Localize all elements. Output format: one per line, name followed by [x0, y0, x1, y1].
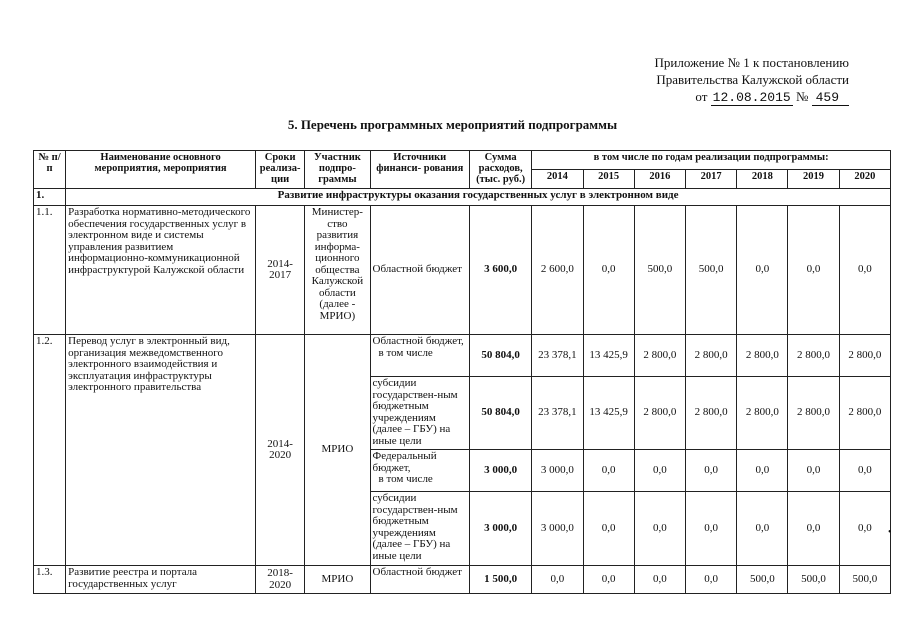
row-value: 0,0	[788, 492, 839, 566]
row-sum: 50 804,0	[469, 377, 531, 450]
row-num: 1.1.	[34, 206, 66, 335]
row-value: 2 800,0	[788, 377, 839, 450]
header-year: 2014	[532, 170, 583, 189]
row-value: 0,0	[737, 206, 788, 335]
row-value: 2 800,0	[737, 377, 788, 450]
header-sum: Сумма расходов, (тыс. руб.)	[469, 151, 531, 189]
row-value: 0,0	[634, 450, 685, 492]
header-year: 2018	[737, 170, 788, 189]
row-sum: 3 000,0	[469, 492, 531, 566]
section-title: Развитие инфраструктуры оказания государственных услуг в электронном виде	[66, 189, 891, 206]
row-participant: МРИО	[305, 335, 370, 566]
row-value: 2 800,0	[737, 335, 788, 377]
row-value: 0,0	[839, 206, 890, 335]
measures-table	[33, 150, 891, 594]
row-sum: 1 500,0	[469, 566, 531, 594]
row-value: 23 378,1	[532, 377, 583, 450]
row-value: 0,0	[839, 492, 890, 566]
row-participant: Министер-ство развития информа-ционного общества Калужской области (далее - МРИО)	[305, 206, 370, 335]
row-value: 500,0	[839, 566, 890, 594]
row-value: 2 800,0	[788, 335, 839, 377]
row-value: 0,0	[634, 566, 685, 594]
row-value: 0,0	[583, 206, 634, 335]
header-year: 2016	[634, 170, 685, 189]
header-name: Наименование основного мероприятия, мероприятия	[66, 151, 256, 189]
row-value: 0,0	[583, 566, 634, 594]
appendix-from-label: от	[695, 89, 708, 104]
row-source: Областной бюджет	[370, 566, 469, 594]
row-sum: 3 600,0	[469, 206, 531, 335]
row-num: 1.3.	[34, 566, 66, 594]
row-source: Областной бюджет	[370, 206, 469, 335]
header-year: 2015	[583, 170, 634, 189]
header-years-group: в том числе по годам реализации подпрограммы:	[532, 151, 891, 170]
row-value: 0,0	[685, 492, 736, 566]
row-value: 0,0	[685, 450, 736, 492]
row-num: 1.2.	[34, 335, 66, 566]
row-name: Развитие реестра и портала государственных услуг	[66, 566, 256, 594]
row-sum: 3 000,0	[469, 450, 531, 492]
row-source	[370, 450, 469, 492]
row-value: 2 800,0	[634, 377, 685, 450]
row-value: 0,0	[685, 566, 736, 594]
row-value: 2 800,0	[634, 335, 685, 377]
header-sources: Источники финанси- рования	[370, 151, 469, 189]
row-sum: 50 804,0	[469, 335, 531, 377]
row-period: 2014-2017	[256, 206, 305, 335]
header-year: 2017	[685, 170, 736, 189]
row-name: Разработка нормативно-методического обеспечения государственных услуг в электронном виде и системы управления развитием информационно-коммуникационной инфраструктурой Калужской области	[66, 206, 256, 335]
row-participant: МРИО	[305, 566, 370, 594]
row-value: 0,0	[583, 492, 634, 566]
appendix-number-label: №	[795, 89, 809, 104]
appendix-line-3	[655, 88, 849, 106]
row-value: 0,0	[532, 566, 583, 594]
row-source	[370, 335, 469, 377]
appendix-date: 12.08.2015	[712, 90, 791, 105]
row-value: 2 800,0	[839, 335, 890, 377]
row-value: 2 600,0	[532, 206, 583, 335]
margin-dot: •	[888, 527, 892, 538]
row-value: 13 425,9	[583, 335, 634, 377]
table-row	[34, 206, 891, 335]
row-period: 2014-2020	[256, 335, 305, 566]
row-source: субсидии государствен-ным бюджетным учреждениям (далее – ГБУ) на иные цели	[370, 377, 469, 450]
table-row	[34, 335, 891, 377]
row-value: 3 000,0	[532, 492, 583, 566]
header-row-1	[34, 151, 891, 170]
appendix-block	[655, 54, 849, 106]
row-value: 2 800,0	[839, 377, 890, 450]
row-value: 13 425,9	[583, 377, 634, 450]
row-source-note: в том числе	[378, 473, 433, 485]
header-year: 2020	[839, 170, 890, 189]
row-value: 2 800,0	[685, 335, 736, 377]
row-source-text: Областной бюджет,	[372, 335, 464, 347]
header-year: 2019	[788, 170, 839, 189]
header-period: Сроки реализа- ции	[256, 151, 305, 189]
table-row	[34, 566, 891, 594]
row-value: 0,0	[737, 492, 788, 566]
row-value: 0,0	[634, 492, 685, 566]
row-value: 500,0	[685, 206, 736, 335]
header-participant: Участник подпро- граммы	[305, 151, 370, 189]
row-value: 500,0	[737, 566, 788, 594]
row-value: 0,0	[788, 206, 839, 335]
header-num: № п/п	[34, 151, 66, 189]
section-row	[34, 189, 891, 206]
row-value: 3 000,0	[532, 450, 583, 492]
document-title: 5. Перечень программных мероприятий подпрограммы	[287, 117, 618, 132]
row-source-note: в том числе	[378, 346, 433, 359]
row-period: 2018-2020	[256, 566, 305, 594]
row-value: 23 378,1	[532, 335, 583, 377]
row-source-text: Федеральный бюджет,	[372, 450, 437, 474]
appendix-line-2: Правительства Калужской области	[656, 72, 849, 87]
appendix-number: 459	[812, 91, 849, 106]
row-value: 0,0	[788, 450, 839, 492]
row-value: 2 800,0	[685, 377, 736, 450]
row-value: 0,0	[737, 450, 788, 492]
row-value: 0,0	[583, 450, 634, 492]
row-name: Перевод услуг в электронный вид, организация межведомственного электронного взаимодействия и эксплуатация инфраструктуры электронного правительства	[66, 335, 256, 566]
appendix-line-1: Приложение № 1 к постановлению	[654, 55, 849, 70]
section-num: 1.	[34, 189, 66, 206]
row-value: 0,0	[839, 450, 890, 492]
row-value: 500,0	[634, 206, 685, 335]
row-source: субсидии государствен-ным бюджетным учреждениям (далее – ГБУ) на иные цели	[370, 492, 469, 566]
row-value: 500,0	[788, 566, 839, 594]
